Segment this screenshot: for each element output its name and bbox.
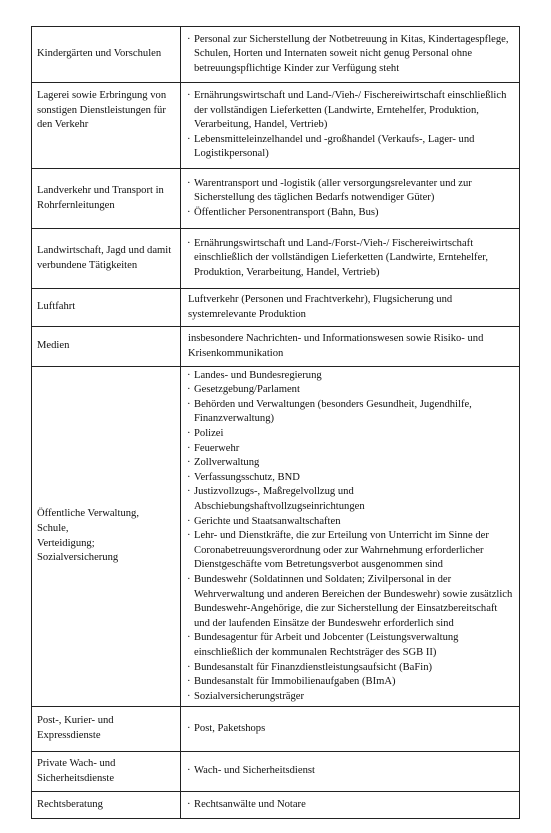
details-list xyxy=(186,722,515,737)
list-item: · Lebensmitteleinzelhandel und -großhandel (Verkaufs-, Lager- und Logistikpersonal) xyxy=(186,133,515,162)
list-item: · Lehr- und Dienstkräfte, die zur Erteilung von Unterricht im Sinne der Coronabetreuungsverordnung oder zur Wahrnehmung erforderlicher Dienstgeschäfte vom Betretungsverbot ausgenommen sind xyxy=(186,529,515,573)
details-cell xyxy=(181,229,520,289)
details-list xyxy=(186,798,515,813)
table-row xyxy=(32,327,520,367)
category-cell: Private Wach- und Sicherheitsdienste xyxy=(32,752,181,792)
list-item: · Feuerwehr xyxy=(186,442,515,457)
list-item: · Verfassungsschutz, BND xyxy=(186,471,515,486)
list-item: · Landes- und Bundesregierung xyxy=(186,369,515,384)
details-list xyxy=(186,332,515,361)
table-row xyxy=(32,367,520,707)
list-item: · Gesetzgebung/Parlament xyxy=(186,383,515,398)
list-item: · Post, Paketshops xyxy=(186,722,515,737)
list-item: · Bundesanstalt für Finanzdienstleistungsaufsicht (BaFin) xyxy=(186,661,515,676)
list-item: · Rechtsanwälte und Notare xyxy=(186,798,515,813)
category-cell: Rechtsberatung xyxy=(32,792,181,819)
details-list xyxy=(186,293,515,322)
list-item: · Zollverwaltung xyxy=(186,456,515,471)
details-list xyxy=(186,33,515,77)
details-cell xyxy=(181,83,520,169)
category-cell: Post-, Kurier- und Expressdienste xyxy=(32,707,181,752)
category-line: Verteidigung; xyxy=(37,537,95,549)
table-row xyxy=(32,752,520,792)
list-item: · Ernährungswirtschaft und Land-/Vieh-/ Fischereiwirtschaft einschließlich der vollständigen Lieferketten (Landwirte, Erntehelfer, Produktion, Verarbeitung, Handel, Vertrieb) xyxy=(186,89,515,133)
category-cell: Landverkehr und Transport in Rohrfernleitungen xyxy=(32,169,181,229)
category-line: Sozialversicherung xyxy=(37,552,119,564)
list-item: Luftverkehr (Personen und Frachtverkehr), Flugsicherung und systemrelevante Produktion xyxy=(188,293,453,320)
list-item: insbesondere Nachrichten- und Informationswesen sowie Risiko- und Krisenkommunikation xyxy=(188,332,484,359)
category-cell: Landwirtschaft, Jagd und damit verbundene Tätigkeiten xyxy=(32,229,181,289)
table-row xyxy=(32,83,520,169)
table-row xyxy=(32,792,520,819)
list-item: · Bundesanstalt für Immobilienaufgaben (BImA) xyxy=(186,675,515,690)
list-item: · Behörden und Verwaltungen (besonders Gesundheit, Jugendhilfe, Finanzverwaltung) xyxy=(186,398,515,427)
category-cell: Luftfahrt xyxy=(32,289,181,327)
table-row xyxy=(32,289,520,327)
category-cell xyxy=(32,367,181,707)
list-item: · Sozialversicherungsträger xyxy=(186,690,515,705)
list-item: · Bundesagentur für Arbeit und Jobcenter (Leistungsverwaltung einschließlich der kommunalen Rechtsträger des SGB II) xyxy=(186,631,515,660)
table-row xyxy=(32,707,520,752)
list-item: · Justizvollzugs-, Maßregelvollzug und Abschiebungshaftvollzugseinrichtungen xyxy=(186,485,515,514)
list-item: · Wach- und Sicherheitsdienst xyxy=(186,764,515,779)
category-cell: Medien xyxy=(32,327,181,367)
details-cell xyxy=(181,367,520,707)
category-cell: Lagerei sowie Erbringung von sonstigen Dienstleistungen für den Verkehr xyxy=(32,83,181,169)
table-row xyxy=(32,27,520,83)
list-item: · Gerichte und Staatsanwaltschaften xyxy=(186,515,515,530)
details-list xyxy=(186,764,515,779)
details-cell xyxy=(181,792,520,819)
list-item: · Personal zur Sicherstellung der Notbetreuung in Kitas, Kindertagespflege, Schulen, Horten und Internaten soweit nicht genug Personal ohne betreuungspflichtige Kinder zur Verfügung steht xyxy=(186,33,515,77)
category-line: Schule, xyxy=(37,522,69,534)
details-list xyxy=(186,89,515,162)
list-item: · Ernährungswirtschaft und Land-/Forst-/Vieh-/ Fischereiwirtschaft einschließlich der vollständigen Lieferketten (Landwirte, Erntehelfer, Produktion, Verarbeitung, Handel, Vertrieb) xyxy=(186,237,515,281)
list-item: · Polizei xyxy=(186,427,515,442)
category-line: Öffentliche Verwaltung, xyxy=(37,508,139,520)
details-cell xyxy=(181,752,520,792)
table-row xyxy=(32,169,520,229)
list-item: · Warentransport und -logistik (aller versorgungsrelevanter und zur Sicherstellung des täglichen Bedarfs notwendiger Güter) xyxy=(186,177,515,206)
details-cell xyxy=(181,27,520,83)
list-item: · Öffentlicher Personentransport (Bahn, Bus) xyxy=(186,206,515,221)
details-list xyxy=(186,177,515,221)
details-cell xyxy=(181,169,520,229)
list-item: · Bundeswehr (Soldatinnen und Soldaten; Zivilpersonal in der Wehrverwaltung und anderen Bereichen der Bundeswehr) sowie zusätzlich Bundeswehr-Angehörige, die zur Sicherstellung der Einsatzbereitschaft und der laufenden Einsätze der Bundeswehr erforderlich sind xyxy=(186,573,515,631)
table-row xyxy=(32,229,520,289)
details-cell xyxy=(181,289,520,327)
details-cell xyxy=(181,327,520,367)
details-list xyxy=(186,237,515,281)
details-cell xyxy=(181,707,520,752)
critical-infrastructure-table xyxy=(31,26,520,819)
category-cell: Kindergärten und Vorschulen xyxy=(32,27,181,83)
details-list xyxy=(186,369,515,705)
